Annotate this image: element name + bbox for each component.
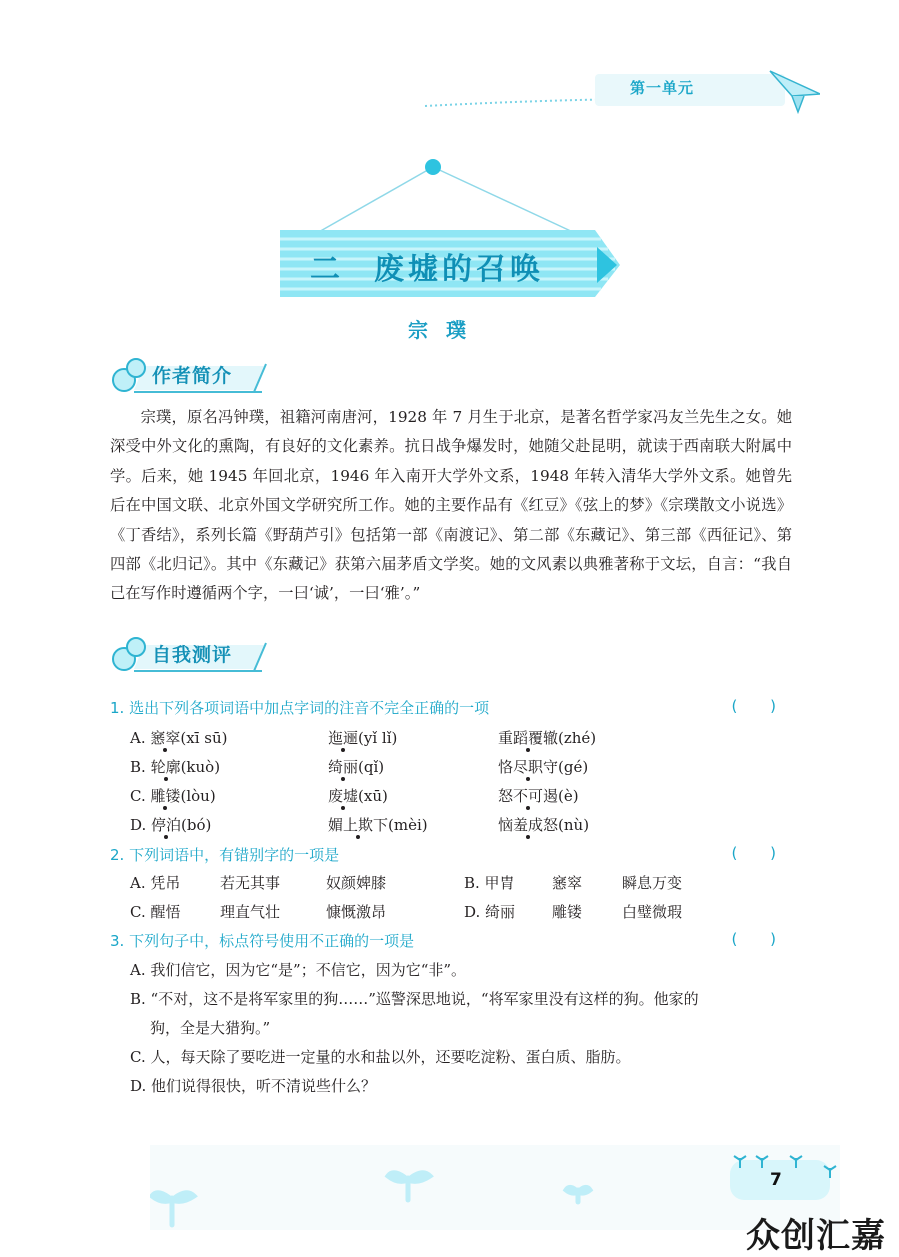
lesson-title: 废墟的召唤: [374, 252, 544, 287]
option-cell: A. 凭吊: [130, 874, 181, 892]
q1-options: [130, 727, 790, 847]
question-stem: 3. 下列句子中，标点符号使用不正确的一项是: [110, 932, 415, 950]
option-d-1: D. 停泊(bó): [130, 816, 212, 834]
unit-banner: [420, 66, 820, 116]
author-bio: 宗璞，原名冯钟璞，祖籍河南唐河，1928 年 7 月生于北京，是著名哲学家冯友兰先生之女。她深受中外文化的熏陶，有良好的文化素养。抗日战争爆发时，她随父赴昆明，就读于西南联大附属中学。后来，她 1945 年回北京，1946 年入南开大学外文系，1948 年转入清华大学外文系。她曾先后在中国文联、北京外国文学研究所工作。她的主要作品有《红豆》《弦上的梦》《宗璞散文小说选》《丁香结》，系列长篇《野葫芦引》包括第一部《南渡记》、第二部《东藏记》、第三部《西征记》、第四部《北归记》。其中《东藏记》获第六届茅盾文学奖。她的文风素以典雅著称于文坛，自言：“我自己在写作时遵循两个字，一曰‘诚’，一曰‘雅’。”: [110, 408, 792, 603]
unit-label: 第一单元: [630, 79, 695, 97]
option-cell: D. 绮丽: [464, 903, 516, 921]
option-b-1: B. 轮廓(kuò): [130, 758, 221, 776]
q3-option-b-cont: 狗，全是大猎狗。”: [150, 1019, 271, 1037]
section-heading-bio: [104, 356, 274, 396]
section-label: 作者简介: [152, 365, 233, 387]
option-c-2: 废墟(xū): [328, 787, 388, 805]
option-c-3: 怒不可遏(è): [498, 787, 579, 805]
option-cell: 瞬息万变: [622, 874, 683, 892]
q2-options: [130, 872, 790, 932]
answer-blank[interactable]: ( ): [731, 697, 790, 715]
page-number: 7: [770, 1170, 782, 1190]
option-c-1: C. 雕镂(lòu): [130, 787, 216, 805]
option-cell: 若无其事: [220, 874, 281, 892]
option-cell: 雕镂: [552, 903, 583, 921]
option-d-2: 媚上欺下(mèi): [328, 816, 428, 834]
watermark: 众创汇嘉: [746, 1216, 886, 1256]
question-stem: 2. 下列词语中，有错别字的一项是: [110, 846, 340, 864]
section-label: 自我测评: [152, 644, 233, 666]
option-cell: 理直气壮: [220, 903, 281, 921]
section-heading-test: [104, 635, 274, 675]
option-a-3: 重蹈覆辙(zhé): [498, 729, 597, 747]
option-cell: B. 甲胄: [464, 874, 515, 892]
option-cell: 白璧微瑕: [622, 903, 683, 921]
page-title: [310, 244, 570, 288]
question-2: [110, 844, 790, 865]
option-a-2: 迤逦(yǐ lǐ): [328, 729, 398, 747]
q3-option-c: C. 人，每天除了要吃进一定量的水和盐以外，还要吃淀粉、蛋白质、脂肪。: [130, 1048, 631, 1066]
q3-option-a: A. 我们信它，因为它“是”；不信它，因为它“非”。: [130, 961, 467, 979]
option-cell: C. 醒悟: [130, 903, 181, 921]
q3-option-b: B. “不对，这不是将军家里的狗……”巡警深思地说，“将军家里没有这样的狗。他家的: [130, 990, 699, 1008]
option-b-3: 恪尽职守(gé): [498, 758, 589, 776]
answer-blank[interactable]: ( ): [731, 844, 790, 862]
author-name: 宗璞: [408, 318, 484, 342]
lesson-number: 二: [310, 252, 344, 287]
question-stem: 1. 选出下列各项词语中加点字词的注音不完全正确的一项: [110, 699, 490, 717]
option-d-3: 恼羞成怒(nù): [498, 816, 590, 834]
footer-sprouts: [150, 1140, 840, 1235]
q3-option-d: D. 他们说得很快，听不清说些什么？: [130, 1077, 377, 1095]
question-1: [110, 697, 790, 718]
option-cell: 窸窣: [552, 874, 583, 892]
answer-blank[interactable]: ( ): [731, 930, 790, 948]
option-cell: 奴颜婢膝: [326, 874, 387, 892]
option-a-1: A. 窸窣(xī sū): [130, 729, 228, 747]
question-3: [110, 930, 790, 951]
option-cell: 慷慨激昂: [326, 903, 387, 921]
option-b-2: 绮丽(qǐ): [328, 758, 385, 776]
